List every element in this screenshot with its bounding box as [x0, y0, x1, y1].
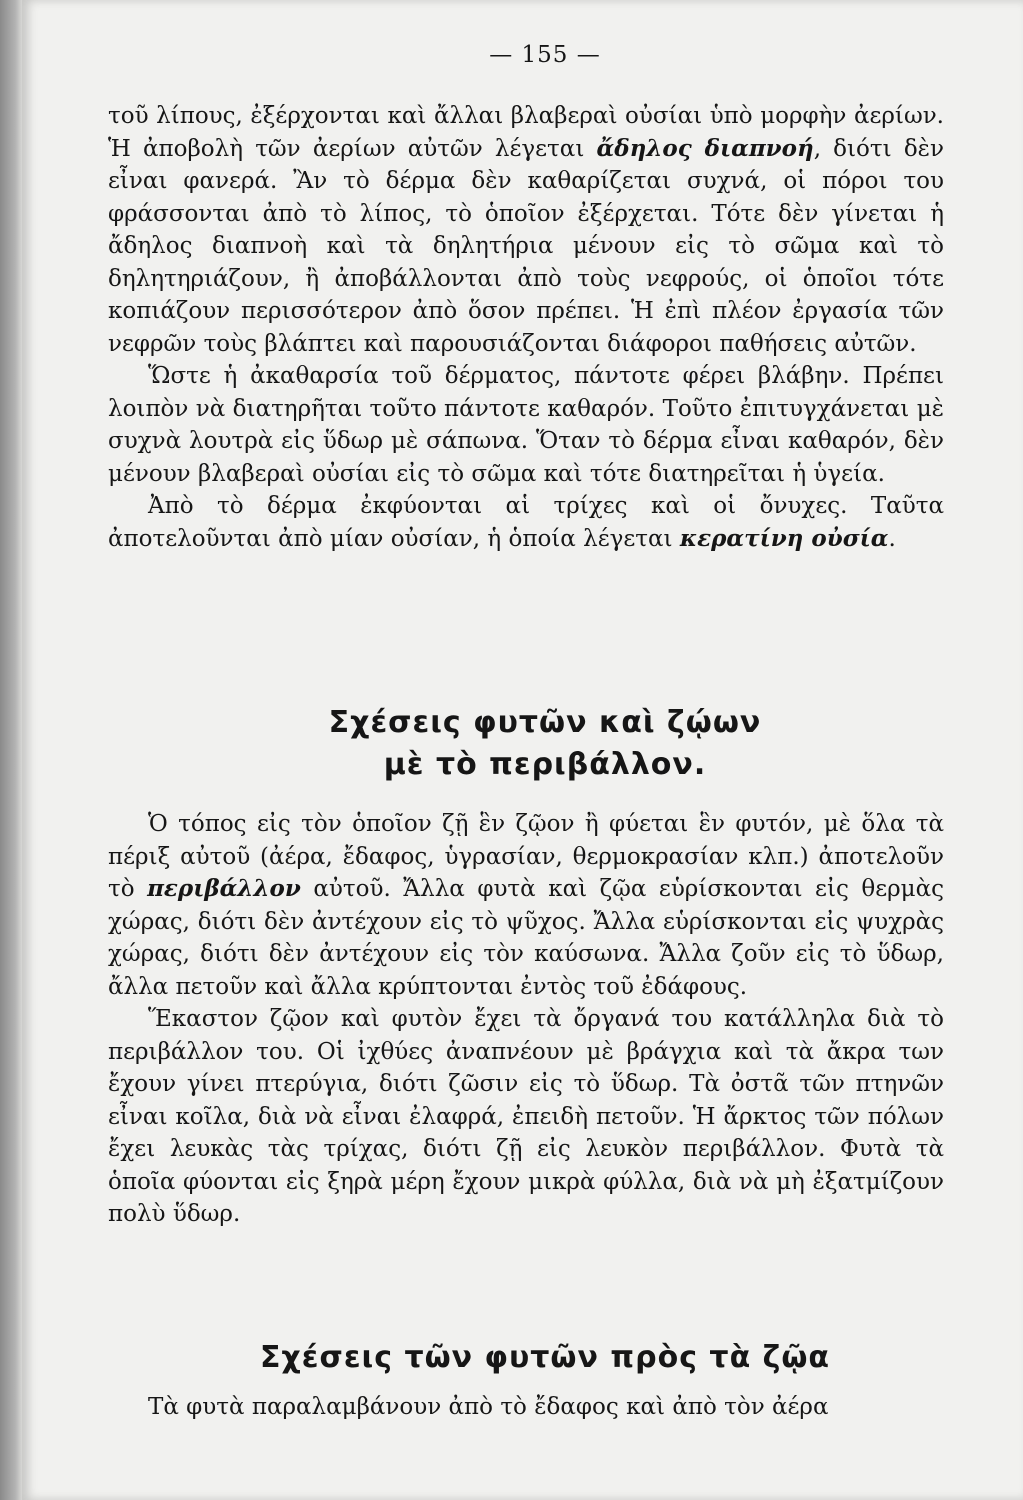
- heading-line-1: Σχέσεις φυτῶν καὶ ζῴων: [328, 705, 762, 740]
- paragraph-text: .: [888, 525, 896, 552]
- heading-line-2: μὲ τὸ περιβάλλον.: [383, 747, 707, 782]
- paragraph-text: αὐτοῦ. Ἄλλα φυτὰ καὶ ζῷα εὑρίσκονται εἰς θερμὰς χώρας, διότι δὲν ἀντέχουν εἰς τὸ ψῦχος. Ἄλλα εὑρίσκονται εἰς ψυχρὰς χώρας, διότι δὲν ἀντέχουν εἰς τὸν καύσωνα. Ἄλλα ζοῦν εἰς τὸ ὕδωρ, ἄλλα πετοῦν καὶ ἄλλα κρύπτονται ἐντὸς τοῦ ἐδάφους.: [108, 876, 944, 1000]
- term-adilos-diapnoi: ἄδηλος διαπνοή: [596, 134, 814, 162]
- paragraph-plants-intake: Τὰ φυτὰ παραλαμβάνουν ἀπὸ τὸ ἔδαφος καὶ ἀπὸ τὸν ἀέρα: [148, 1394, 829, 1420]
- paragraph-cleanliness: Ὥστε ἡ ἀκαθαρσία τοῦ δέρματος, πάντοτε φέρει βλάβην. Πρέπει λοιπὸν νὰ διατηρῆται τοῦτο πάντοτε καθαρόν. Τοῦτο ἐπιτυγχάνεται μὲ συχνὰ λουτρὰ εἰς ὕδωρ μὲ σάπωνα. Ὅταν τὸ δέρμα εἶναι καθαρόν, δὲν μένουν βλαβεραὶ οὐσίαι εἰς τὸ σῶμα καὶ τότε διατηρεῖται ἡ ὑγεία.: [108, 363, 944, 487]
- page-left-edge: [0, 0, 22, 1500]
- paragraph-adaptation: Ἕκαστον ζῷον καὶ φυτὸν ἔχει τὰ ὄργανά του κατάλληλα διὰ τὸ περιβάλλον του. Οἱ ἰχθύες ἀναπνέουν μὲ βράγχια καὶ τὰ ἄκρα των ἔχουν γίνει πτερύγια, διότι ζῶσιν εἰς τὸ ὕδωρ. Τὰ ὀστᾶ τῶν πτηνῶν εἶναι κοῖλα, διὰ νὰ εἶναι ἐλαφρά, ἐπειδὴ πετοῦν. Ἡ ἄρκτος τῶν πόλων ἔχει λευκὰς τὰς τρίχας, διότι ζῇ εἰς λευκὸν περιβάλλον. Φυτὰ τὰ ὁποῖα φύονται εἰς ξηρὰ μέρη ἔχουν μικρὰ φύλλα, διὰ νὰ μὴ ἐξατμίζουν πολὺ ὕδωρ.: [108, 1006, 944, 1227]
- term-keratini-ousia: κερατίνη οὐσία: [679, 524, 889, 552]
- paragraph-keratin: [108, 490, 944, 555]
- paragraph-text: Ἀπὸ τὸ δέρμα ἐκφύονται αἱ τρίχες καὶ οἱ ὄνυχες. Ταῦτα ἀποτελοῦνται ἀπὸ μίαν οὐσίαν, ἡ ὁποία λέγεται: [108, 493, 944, 552]
- paragraph-text: , διότι δὲν εἶναι φανερά. Ἂν τὸ δέρμα δὲν καθαρίζεται συχνά, οἱ πόροι του φράσσονται ἀπὸ τὸ λίπος, τὸ ὁποῖον ἐξέρχεται. Τότε δὲν γίνεται ἡ ἄδηλος διαπνοὴ καὶ τὰ δηλητήρια μένουν εἰς τὸ σῶμα καὶ τὸ δηλητηριάζουν, ἢ ἀποβάλλονται ἀπὸ τοὺς νεφρούς, οἱ ὁποῖοι τότε κοπιάζουν περισσότερον ἀπὸ ὅσον πρέπει. Ἡ ἐπὶ πλέον ἐργασία τῶν νεφρῶν τοὺς βλάπτει καὶ παρουσιάζονται διάφοροι παθήσεις αὐτῶν.: [108, 135, 944, 357]
- section-heading-plants-animals: Σχέσεις τῶν φυτῶν πρὸς τὰ ζῷα: [259, 1340, 831, 1375]
- paragraph-diaphnoe: [108, 100, 944, 360]
- text-block-environment: [108, 808, 944, 1231]
- book-page: [22, 0, 1023, 1500]
- paragraph-text: τοῦ λίπους, ἐξέρχονται καὶ ἄλλαι βλαβεραὶ οὐσίαι ὑπὸ μορφὴν ἀερίων. Ἡ ἀποβολὴ τῶν ἀερίων αὐτῶν λέγεται: [108, 103, 944, 162]
- text-block-plants-animals: [108, 1391, 944, 1424]
- page-number: — 155 —: [489, 42, 601, 68]
- section-heading-environment: [22, 702, 1023, 786]
- term-perivallon: περιβάλλον: [147, 875, 301, 902]
- text-block-skin: [108, 100, 944, 555]
- paragraph-environment-definition: [108, 808, 944, 1003]
- paragraph-text: Ὁ τόπος εἰς τὸν ὁποῖον ζῇ ἓν ζῷον ἢ φύεται ἓν φυτόν, μὲ ὅλα τὰ πέριξ αὐτοῦ (ἀέρα, ἔδαφος, ὑγρασίαν, θερμοκρασίαν κλπ.) ἀποτελοῦν τὸ: [108, 811, 944, 902]
